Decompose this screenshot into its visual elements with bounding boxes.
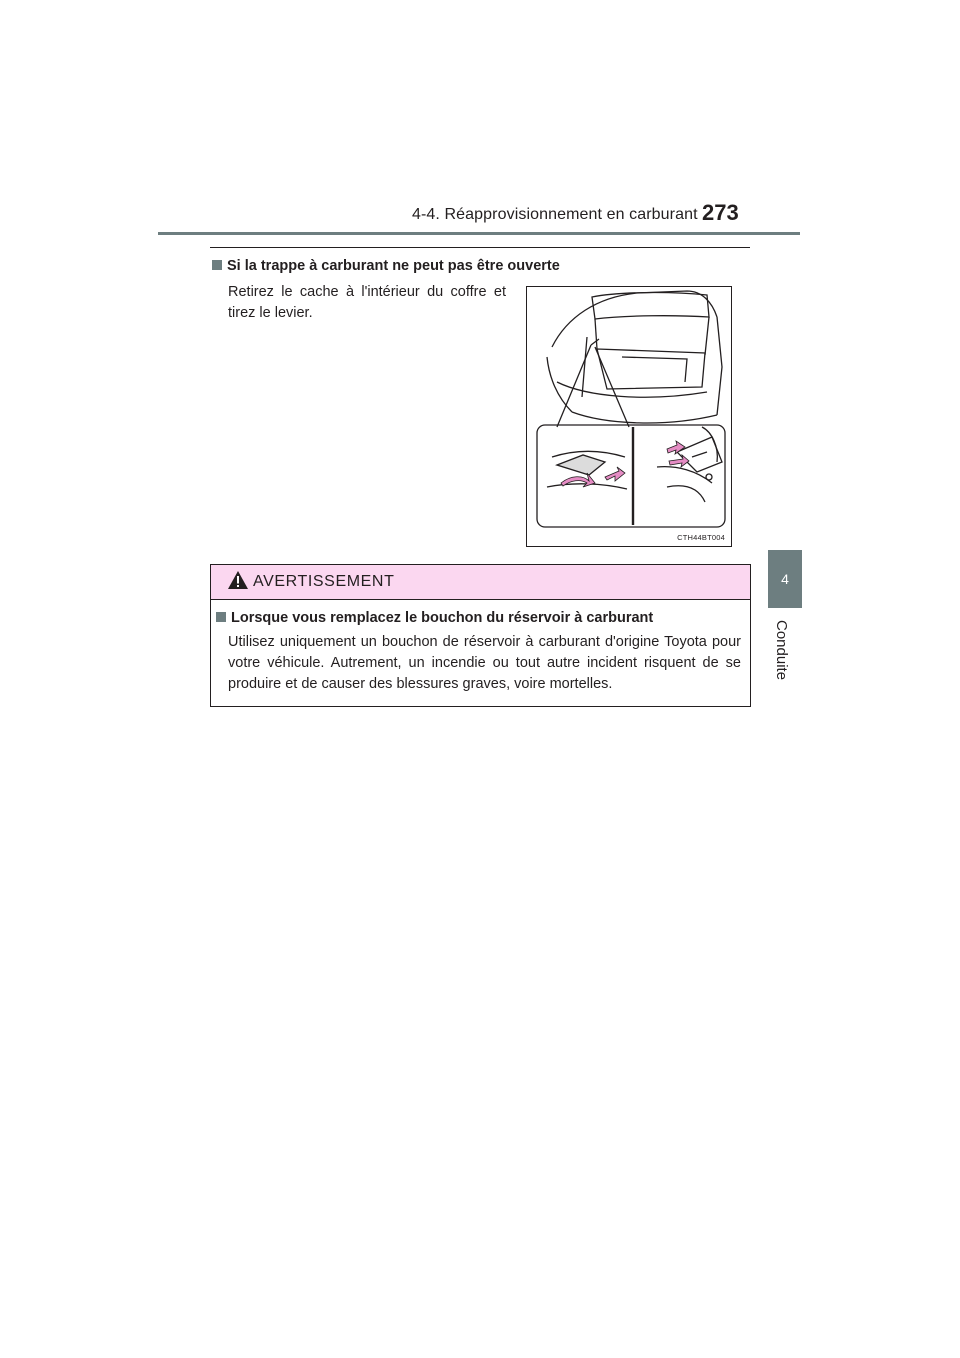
warning-box bbox=[210, 564, 751, 707]
page-number: 273 bbox=[702, 200, 739, 225]
chapter-label: Conduite bbox=[773, 620, 790, 681]
trunk-lever-diagram bbox=[527, 287, 733, 548]
trunk-illustration bbox=[526, 286, 732, 547]
square-bullet-icon bbox=[212, 260, 222, 270]
header-divider bbox=[158, 232, 800, 235]
warning-body: Utilisez uniquement un bouchon de réservoir à carburant d'origine Toyota pour votre véhicule. Autrement, un incendie ou tout autre incident risquent de se produire et de causer des blessures graves, voire mortelles. bbox=[228, 634, 741, 692]
instruction-text: Retirez le cache à l'intérieur du coffre et tirez le levier. bbox=[228, 284, 506, 321]
square-bullet-icon bbox=[216, 612, 226, 622]
warning-heading-text: Lorsque vous remplacez le bouchon du réservoir à carburant bbox=[231, 610, 654, 626]
section-heading-text: Si la trappe à carburant ne peut pas être ouverte bbox=[227, 258, 560, 274]
warning-title: AVERTISSEMENT bbox=[253, 573, 395, 590]
warning-triangle-icon bbox=[227, 570, 249, 590]
running-header-section: 4-4. Réapprovisionnement en carburant bbox=[412, 206, 698, 223]
section-heading bbox=[212, 258, 560, 274]
warning-heading bbox=[216, 610, 653, 626]
figure-code: CTH44BT004 bbox=[677, 533, 725, 542]
content-divider bbox=[210, 247, 750, 248]
chapter-tab[interactable]: 4 bbox=[768, 550, 802, 608]
warning-header bbox=[211, 565, 750, 600]
